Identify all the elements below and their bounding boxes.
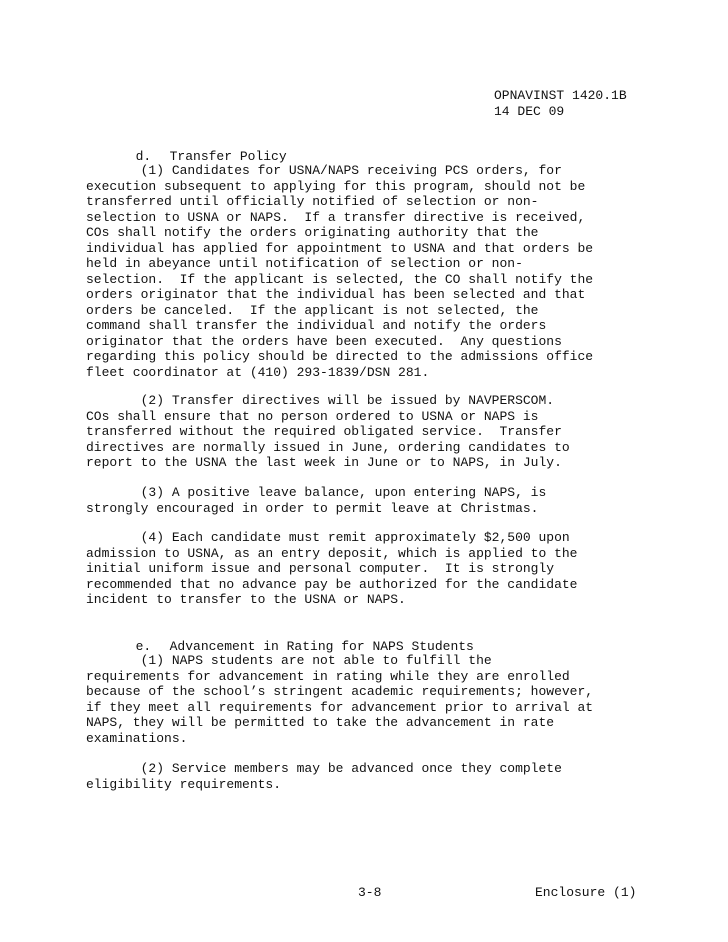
paragraph-line: originator that the orders have been executed. Any questions <box>86 333 562 349</box>
paragraph-line: (1) NAPS students are not able to fulfill the <box>86 653 492 668</box>
section-e-paragraph-1 <box>86 653 646 746</box>
paragraph-line: (4) Each candidate must remit approximately $2,500 upon <box>86 530 570 545</box>
paragraph-line: recommended that no advance pay be authorized for the candidate <box>86 576 578 592</box>
paragraph-line: fleet coordinator at (410) 293-1839/DSN 281. <box>86 364 430 380</box>
paragraph-line: execution subsequent to applying for this program, should not be <box>86 178 586 194</box>
paragraph-line: report to the USNA the last week in June or to NAPS, in July. <box>86 455 562 470</box>
section-d-heading <box>120 133 287 164</box>
paragraph-line: initial uniform issue and personal computer. It is strongly <box>86 561 555 576</box>
paragraph-line: COs shall notify the orders originating authority that the <box>86 225 539 240</box>
paragraph-line: regarding this policy should be directed to the admissions office <box>86 349 594 364</box>
enclosure-label: Enclosure (1) <box>535 885 637 900</box>
document-id: OPNAVINST 1420.1B <box>494 88 627 103</box>
section-e-paragraph-2 <box>86 761 646 792</box>
paragraph-line: (1) Candidates for USNA/NAPS receiving PCS orders, for <box>86 163 562 178</box>
paragraph-line: command shall transfer the individual and notify the orders <box>86 318 547 333</box>
section-d-paragraph-4 <box>86 530 646 608</box>
paragraph-line: strongly encouraged in order to permit leave at Christmas. <box>86 500 539 516</box>
page-number: 3-8 <box>358 885 382 900</box>
paragraph-line: orders be canceled. If the applicant is not selected, the <box>86 302 539 318</box>
document-date: 14 DEC 09 <box>494 103 565 119</box>
paragraph-line: selection to USNA or NAPS. If a transfer directive is received, <box>86 209 586 225</box>
paragraph-line: NAPS, they will be permitted to take the advancement in rate <box>86 715 555 730</box>
paragraph-line: orders originator that the individual has been selected and that <box>86 287 586 302</box>
paragraph-line: transferred until officially notified of selection or non- <box>86 194 539 209</box>
paragraph-line: held in abeyance until notification of selection or non- <box>86 256 523 271</box>
paragraph-line: examinations. <box>86 730 188 746</box>
paragraph-line: because of the school’s stringent academic requirements; however, <box>86 684 594 699</box>
paragraph-line: directives are normally issued in June, ordering candidates to <box>86 439 570 455</box>
section-e-heading <box>120 623 474 654</box>
section-d-paragraph-1 <box>86 163 646 380</box>
paragraph-line: admission to USNA, as an entry deposit, which is applied to the <box>86 545 578 561</box>
section-d-letter: d. <box>135 148 152 164</box>
paragraph-line: eligibility requirements. <box>86 776 282 792</box>
paragraph-line: (2) Transfer directives will be issued by NAVPERSCOM. <box>86 393 555 408</box>
section-d-title: Transfer Policy <box>169 148 287 164</box>
section-e-title: Advancement in Rating for NAPS Students <box>169 638 474 654</box>
paragraph-line: (3) A positive leave balance, upon entering NAPS, is <box>86 485 547 500</box>
section-d-paragraph-3 <box>86 485 646 516</box>
section-e-letter: e. <box>135 638 152 654</box>
paragraph-line: transferred without the required obligated service. Transfer <box>86 424 562 439</box>
section-d-paragraph-2 <box>86 393 646 471</box>
paragraph-line: if they meet all requirements for advancement prior to arrival at <box>86 699 594 715</box>
paragraph-line: COs shall ensure that no person ordered to USNA or NAPS is <box>86 408 539 424</box>
paragraph-line: selection. If the applicant is selected, the CO shall notify the <box>86 271 594 287</box>
paragraph-line: (2) Service members may be advanced once they complete <box>86 761 562 776</box>
paragraph-line: incident to transfer to the USNA or NAPS. <box>86 592 406 607</box>
paragraph-line: individual has applied for appointment to USNA and that orders be <box>86 240 594 256</box>
paragraph-line: requirements for advancement in rating while they are enrolled <box>86 668 570 684</box>
